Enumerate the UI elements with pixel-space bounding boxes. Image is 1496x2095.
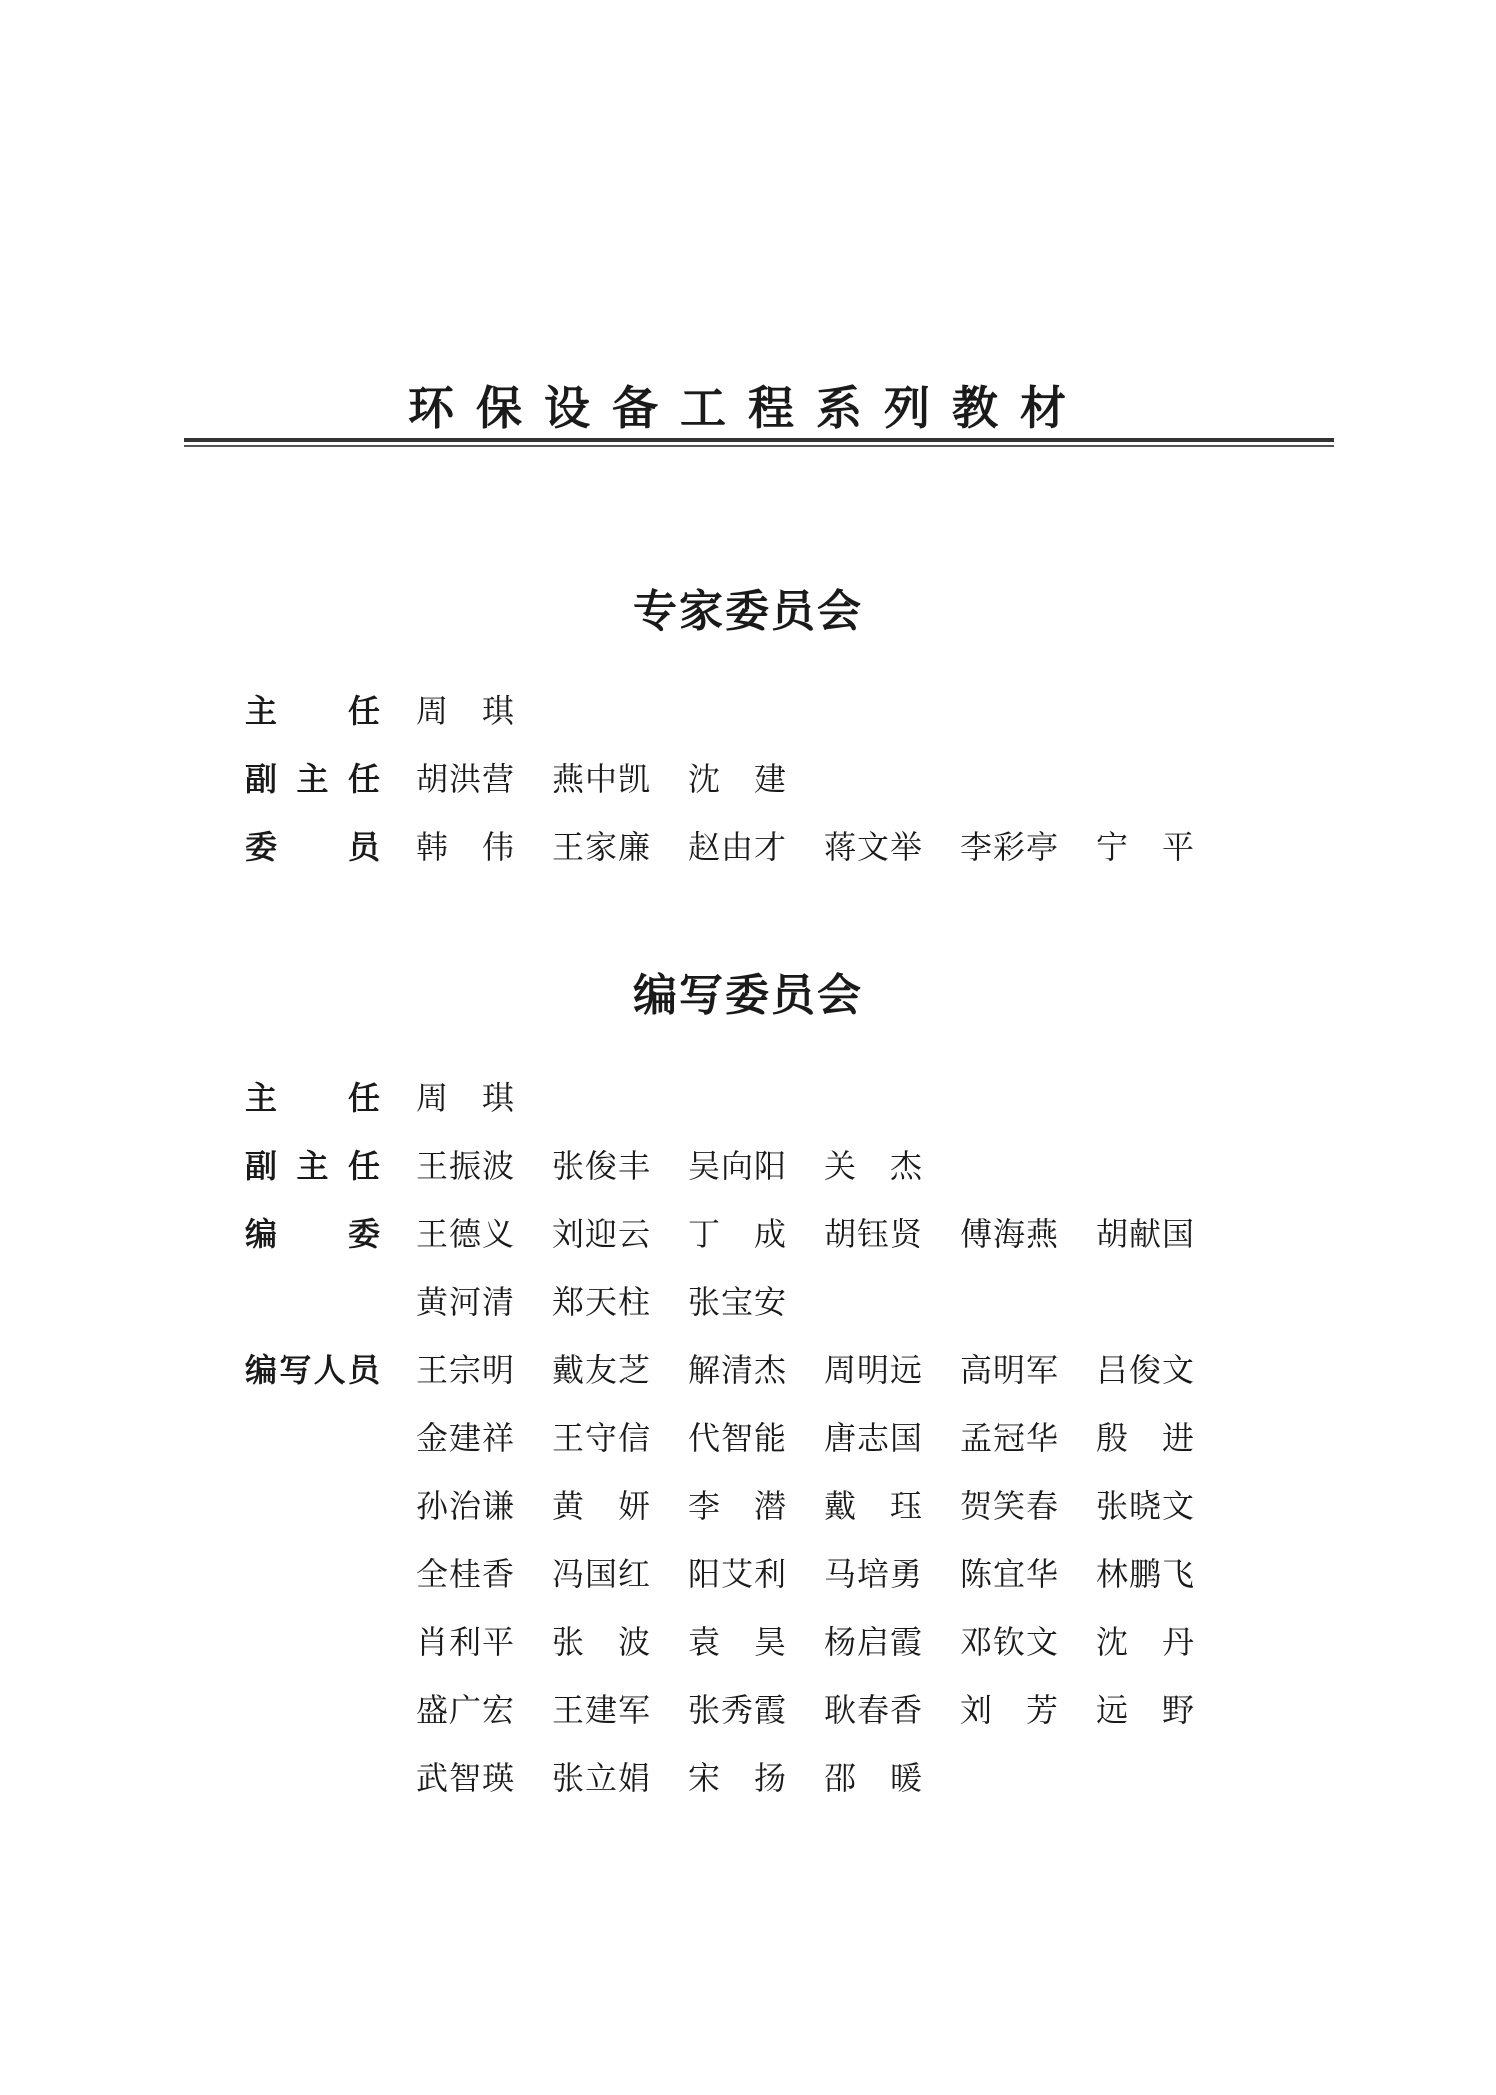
member-name: 陈宜华 xyxy=(960,1555,1058,1593)
member-name: 盛广宏 xyxy=(416,1691,514,1729)
member-name: 金建祥 xyxy=(416,1419,514,1457)
member-name: 李潜 xyxy=(688,1487,786,1525)
title-rule-thin xyxy=(184,445,1334,447)
member-name: 丁成 xyxy=(688,1215,786,1253)
member-name: 郑天柱 xyxy=(552,1283,650,1321)
role-label: 副主任 xyxy=(245,760,380,798)
member-name: 王家廉 xyxy=(552,828,650,866)
member-name: 胡洪营 xyxy=(416,760,514,798)
member-name: 袁昊 xyxy=(688,1623,786,1661)
member-name: 王守信 xyxy=(552,1419,650,1457)
role-label: 编写人员 xyxy=(245,1351,380,1389)
member-name: 马培勇 xyxy=(824,1555,922,1593)
member-name: 王宗明 xyxy=(416,1351,514,1389)
member-names xyxy=(416,1617,1232,1667)
member-name: 阳艾利 xyxy=(688,1555,786,1593)
member-name: 王振波 xyxy=(416,1147,514,1185)
member-name: 孟冠华 xyxy=(960,1419,1058,1457)
member-name: 武智瑛 xyxy=(416,1759,514,1797)
role-label: 主任 xyxy=(245,692,380,730)
title-rule-thick xyxy=(184,438,1334,442)
member-names xyxy=(416,686,552,736)
member-name: 张晓文 xyxy=(1096,1487,1194,1525)
member-names xyxy=(416,822,1232,872)
member-name: 林鹏飞 xyxy=(1096,1555,1194,1593)
member-names xyxy=(416,1209,1232,1259)
member-name: 韩伟 xyxy=(416,828,514,866)
member-name: 黄妍 xyxy=(552,1487,650,1525)
member-names xyxy=(416,1753,960,1803)
member-names xyxy=(416,1549,1232,1599)
member-name: 代智能 xyxy=(688,1419,786,1457)
member-name: 解清杰 xyxy=(688,1351,786,1389)
member-name: 邵暖 xyxy=(824,1759,922,1797)
member-name: 高明军 xyxy=(960,1351,1058,1389)
member-name: 蒋文举 xyxy=(824,828,922,866)
role-label: 编委 xyxy=(245,1215,380,1253)
member-name: 黄河清 xyxy=(416,1283,514,1321)
member-name: 吴向阳 xyxy=(688,1147,786,1185)
member-name: 孙治谦 xyxy=(416,1487,514,1525)
member-name: 张立娟 xyxy=(552,1759,650,1797)
member-names xyxy=(416,754,824,804)
member-name: 贺笑春 xyxy=(960,1487,1058,1525)
role-label: 副主任 xyxy=(245,1147,380,1185)
member-names xyxy=(416,1685,1232,1735)
member-name: 赵由才 xyxy=(688,828,786,866)
member-name: 宋扬 xyxy=(688,1759,786,1797)
member-names xyxy=(416,1277,824,1327)
member-name: 张宝安 xyxy=(688,1283,786,1321)
member-names xyxy=(416,1345,1232,1395)
member-name: 宁平 xyxy=(1096,828,1194,866)
member-names xyxy=(416,1481,1232,1531)
member-name: 肖利平 xyxy=(416,1623,514,1661)
expert-committee-title: 专家委员会 xyxy=(633,586,863,637)
member-name: 远野 xyxy=(1096,1691,1194,1729)
role-label: 委员 xyxy=(245,828,380,866)
member-name: 胡献国 xyxy=(1096,1215,1194,1253)
member-name: 李彩亭 xyxy=(960,828,1058,866)
member-name: 沈建 xyxy=(688,760,786,798)
member-name: 王建军 xyxy=(552,1691,650,1729)
member-name: 邓钦文 xyxy=(960,1623,1058,1661)
member-name: 张俊丰 xyxy=(552,1147,650,1185)
member-name: 耿春香 xyxy=(824,1691,922,1729)
member-name: 傅海燕 xyxy=(960,1215,1058,1253)
member-names xyxy=(416,1141,960,1191)
member-name: 吕俊文 xyxy=(1096,1351,1194,1389)
series-title: 环保设备工程系列教材 xyxy=(408,381,1088,435)
member-names xyxy=(416,1073,552,1123)
role-label: 主任 xyxy=(245,1079,380,1117)
member-name: 周琪 xyxy=(416,692,514,730)
member-name: 燕中凯 xyxy=(552,760,650,798)
member-name: 周明远 xyxy=(824,1351,922,1389)
member-name: 杨启霞 xyxy=(824,1623,922,1661)
member-name: 唐志国 xyxy=(824,1419,922,1457)
member-name: 刘迎云 xyxy=(552,1215,650,1253)
member-name: 戴友芝 xyxy=(552,1351,650,1389)
member-name: 张秀霞 xyxy=(688,1691,786,1729)
member-name: 戴珏 xyxy=(824,1487,922,1525)
member-name: 沈丹 xyxy=(1096,1623,1194,1661)
member-name: 全桂香 xyxy=(416,1555,514,1593)
member-names xyxy=(416,1413,1232,1463)
member-name: 胡钰贤 xyxy=(824,1215,922,1253)
member-name: 殷进 xyxy=(1096,1419,1194,1457)
member-name: 刘芳 xyxy=(960,1691,1058,1729)
writing-committee-title: 编写委员会 xyxy=(633,970,863,1021)
member-name: 周琪 xyxy=(416,1079,514,1117)
member-name: 冯国红 xyxy=(552,1555,650,1593)
member-name: 王德义 xyxy=(416,1215,514,1253)
member-name: 张波 xyxy=(552,1623,650,1661)
member-name: 关杰 xyxy=(824,1147,922,1185)
